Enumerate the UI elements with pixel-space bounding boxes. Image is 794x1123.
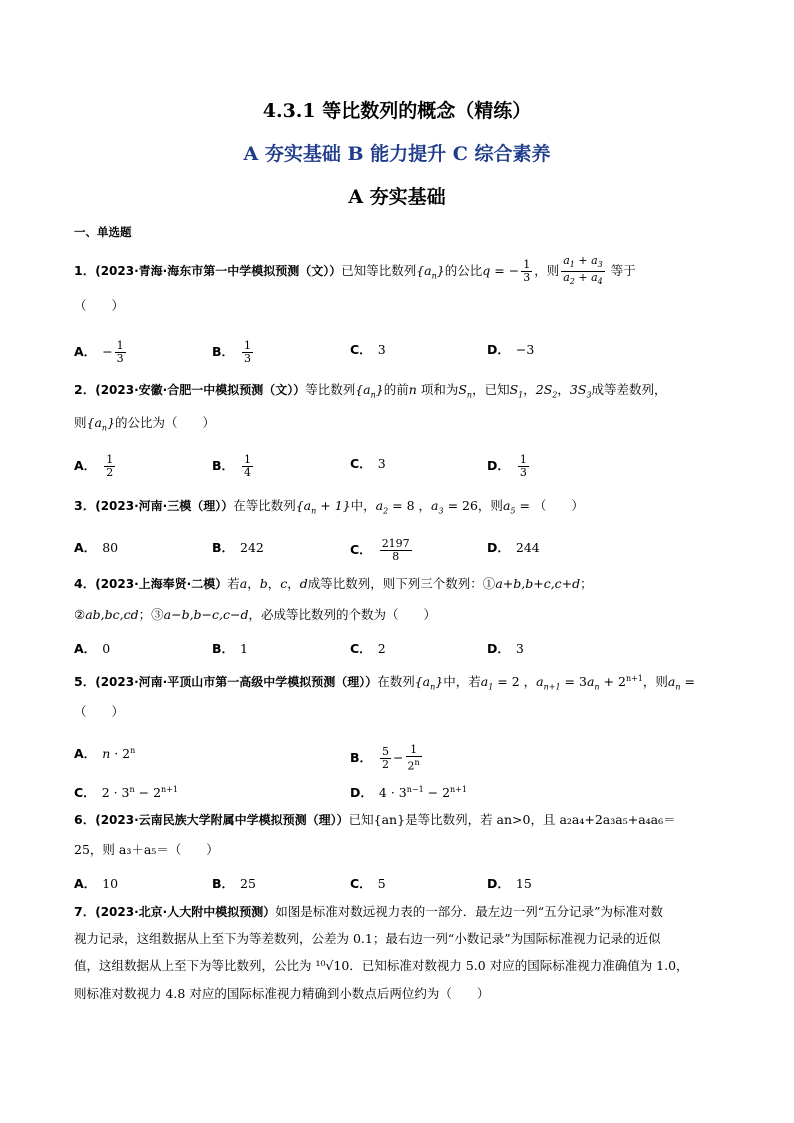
option-c[interactable]: C． $\frac{2197}{8}$ (350, 537, 410, 563)
option-b[interactable]: B． 1 (212, 641, 248, 656)
question-4: 4．(2023·上海奉贤·二模）若a，b，c，d成等比数列，则下列三个数列：①a+b,b+c,c+d； (74, 576, 593, 591)
question-2-line-2: 则$\{a_n\}$的公比为（ ） (74, 415, 216, 433)
option-d[interactable]: D． −3 (487, 342, 535, 357)
question-3-options (74, 538, 724, 562)
question-4-options (74, 639, 724, 663)
option-b[interactable]: B． 25 (212, 876, 256, 891)
option-d[interactable]: D． $4 \cdot 3^{n-1} - 2^{n+1}$ (350, 784, 467, 800)
option-d[interactable]: D． 244 (487, 540, 540, 555)
question-7: 7．(2023·北京·人大附中模拟预测）如图是标准对数远视力表的一部分．最左边一列“五分记录”为标准对数 (74, 904, 664, 919)
option-a[interactable]: A． 0 (74, 641, 111, 656)
question-1: 1．(2023·青海·海东市第一中学模拟预测（文））已知等比数列$\{a_n\}$的公比q = − $\frac{1}{3}$ ，则 $\frac{a_1 + a_3}{a_2 + a_4}$ 等于 (74, 254, 636, 287)
option-a[interactable]: A． 80 (74, 540, 119, 555)
question-2: 2．(2023·安徽·合肥一中模拟预测（文））等比数列$\{a_n\}$的前n 项和为$S_n$，已知$S_1$，$2S_2$，$3S_3$成等差数列， (74, 382, 667, 400)
option-a[interactable]: A． $n \cdot 2^n$ (74, 745, 136, 761)
option-a[interactable]: A． − $\frac{1}{3}$ (74, 339, 124, 365)
question-1-blank: （ ） (74, 298, 125, 313)
section-label: 一、单选题 (74, 225, 132, 239)
option-c[interactable]: C． 2 (350, 641, 386, 656)
question-5-options-row-2 (74, 783, 724, 807)
option-d[interactable]: D． $\frac{1}{3}$ (487, 453, 527, 479)
option-b[interactable]: B． 242 (212, 540, 264, 555)
option-c[interactable]: C． 3 (350, 342, 386, 357)
option-c[interactable]: C． $2 \cdot 3^n - 2^{n+1}$ (74, 784, 178, 800)
question-5: 5．(2023·河南·平顶山市第一高级中学模拟预测（理））在数列$\{a_n\}$中，若$a_1 = 2$ ，$a_{n+1} = 3a_n + 2^{n+1}$，则$a_n$ = (74, 674, 695, 692)
page-subtitle: A 夯实基础 B 能力提升 C 综合素养 (243, 143, 551, 165)
option-a[interactable]: A． 10 (74, 876, 119, 891)
question-6: 6．(2023·云南民族大学附属中学模拟预测（理））已知{an}是等比数列，若 an>0，且 a₂a₄+2a₃a₅+a₄a₆＝ (74, 812, 676, 827)
question-1-options (74, 340, 724, 364)
option-b[interactable]: B． $\frac{1}{4}$ (212, 453, 252, 479)
option-d[interactable]: D． 3 (487, 641, 524, 656)
question-4-line-2: ②ab,bc,cd；③a−b,b−c,c−d，必成等比数列的个数为（ ） (74, 607, 436, 622)
option-b[interactable]: B． $\frac{5}{2}$ − $\frac{1}{2^n}$ (350, 743, 420, 773)
question-7-line-3: 值，这组数据从上至下为等比数列，公比为 ¹⁰√10．已知标准对数视力 5.0 对应的国际标准视力准确值为 1.0， (74, 958, 689, 973)
section-heading: A 夯实基础 (348, 186, 446, 208)
option-c[interactable]: C． 3 (350, 456, 386, 471)
question-3: 3．(2023·河南·三模（理））在等比数列$\{a_n + 1\}$中，$a_2 = 8$ ，$a_3 = 26$，则$a_5$ = （ ） (74, 498, 584, 516)
option-a[interactable]: A． $\frac{1}{2}$ (74, 453, 114, 479)
question-7-line-4: 则标准对数视力 4.8 对应的国际标准视力精确到小数点后两位约为（ ） (74, 986, 490, 1001)
option-c[interactable]: C． 5 (350, 876, 386, 891)
question-5-blank: （ ） (74, 704, 125, 719)
question-6-options (74, 874, 724, 898)
question-2-options (74, 454, 724, 478)
question-5-options-row-1 (74, 743, 724, 773)
question-7-line-2: 视力记录，这组数据从上至下为等差数列，公差为 0.1；最右边一列“小数记录”为国际标准视力记录的近似 (74, 931, 661, 946)
option-b[interactable]: B． $\frac{1}{3}$ (212, 339, 252, 365)
option-d[interactable]: D． 15 (487, 876, 532, 891)
page-title: 4.3.1 等比数列的概念（精练） (262, 100, 532, 122)
question-6-line-2: 25，则 a₃＋a₅＝（ ） (74, 842, 219, 857)
